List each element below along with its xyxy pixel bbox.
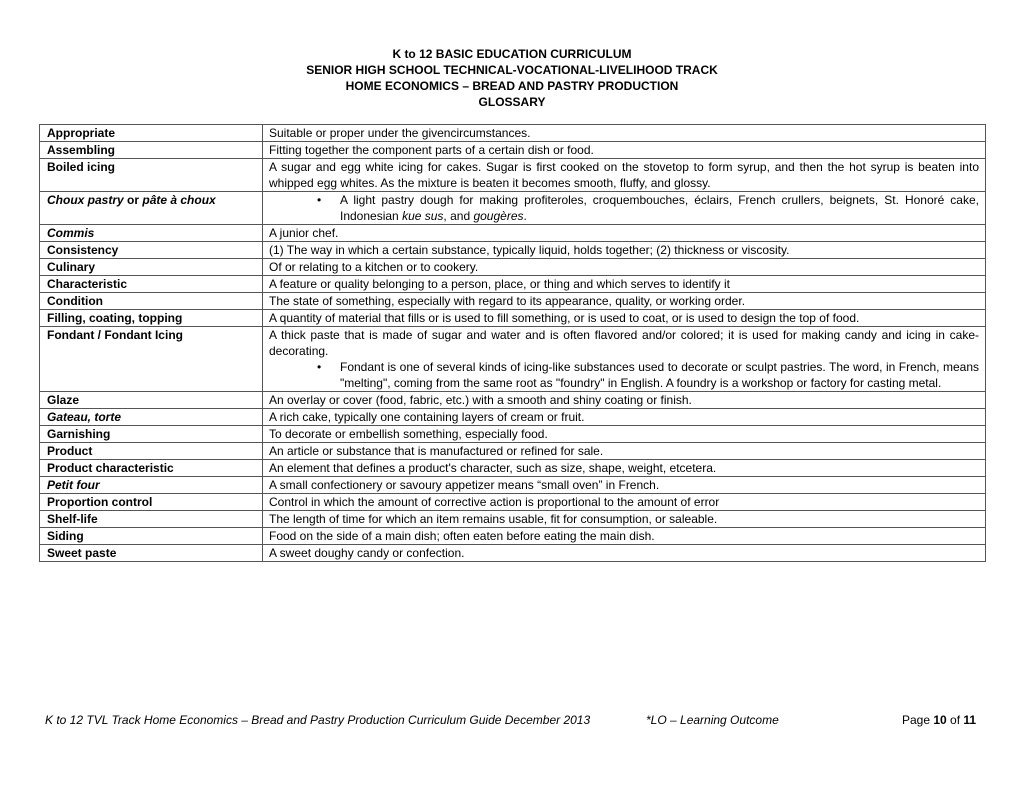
bullet-text: A light pastry dough for making profiteroles, croquembouches, éclairs, French crullers, beignets, St. Honoré cake, Indonesian xyxy=(340,193,979,223)
glossary-definition: A small confectionery or savoury appetizer means “small oven” in French. xyxy=(263,477,986,494)
table-row xyxy=(40,426,986,443)
glossary-definition xyxy=(263,192,986,225)
header-curriculum: K to 12 BASIC EDUCATION CURRICULUM xyxy=(392,47,632,61)
definition-text: A thick paste that is made of sugar and water and is often flavored and/or colored; it is used for making candy and icing in cake-decorating. xyxy=(269,328,979,358)
glossary-definition: Control in which the amount of corrective action is proportional to the amount of error xyxy=(263,494,986,511)
glossary-term: Sweet paste xyxy=(40,545,263,562)
table-row xyxy=(40,545,986,562)
page-total: 11 xyxy=(963,713,977,727)
bullet-italic: kue sus xyxy=(402,209,444,223)
table-row xyxy=(40,125,986,142)
table-row xyxy=(40,443,986,460)
glossary-definition: Fitting together the component parts of a certain dish or food. xyxy=(263,142,986,159)
footer-lo-note: *LO – Learning Outcome xyxy=(646,713,779,727)
table-row xyxy=(40,142,986,159)
glossary-term: Condition xyxy=(40,293,263,310)
glossary-term: Siding xyxy=(40,528,263,545)
glossary-term xyxy=(40,192,263,225)
glossary-definition: The length of time for which an item remains usable, fit for consumption, or saleable. xyxy=(263,511,986,528)
glossary-term: Petit four xyxy=(40,477,263,494)
glossary-definition: A quantity of material that fills or is used to fill something, or is used to coat, or is used to design the top of food. xyxy=(263,310,986,327)
glossary-definition: Suitable or proper under the givencircumstances. xyxy=(263,125,986,142)
glossary-definition: An overlay or cover (food, fabric, etc.) with a smooth and shiny coating or finish. xyxy=(263,392,986,409)
glossary-term: Consistency xyxy=(40,242,263,259)
table-row xyxy=(40,494,986,511)
glossary-term: Assembling xyxy=(40,142,263,159)
table-row xyxy=(40,327,986,392)
glossary-definition: A sugar and egg white icing for cakes. Sugar is first cooked on the stovetop to form syrup, and then the hot syrup is beaten into whipped egg whites. As the mixture is beaten it becomes smooth, fluffy, and glossy. xyxy=(263,159,986,192)
glossary-definition: An article or substance that is manufactured or refined for sale. xyxy=(263,443,986,460)
glossary-definition: The state of something, especially with regard to its appearance, quality, or working order. xyxy=(263,293,986,310)
glossary-definition: An element that defines a product's character, such as size, shape, weight, etcetera. xyxy=(263,460,986,477)
term-italic: Choux pastry xyxy=(47,193,124,207)
table-row xyxy=(40,409,986,426)
term-connector: or xyxy=(123,193,143,207)
header-subject: HOME ECONOMICS – BREAD AND PASTRY PRODUCTION xyxy=(345,79,679,93)
bullet-text: . xyxy=(523,209,527,223)
glossary-definition: Food on the side of a main dish; often eaten before eating the main dish. xyxy=(263,528,986,545)
glossary-definition: A rich cake, typically one containing layers of cream or fruit. xyxy=(263,409,986,426)
glossary-definition: Of or relating to a kitchen or to cookery. xyxy=(263,259,986,276)
bullet-item xyxy=(269,359,979,391)
glossary-term: Product characteristic xyxy=(40,460,263,477)
table-row xyxy=(40,159,986,192)
glossary-definition: (1) The way in which a certain substance, typically liquid, holds together; (2) thickness or viscosity. xyxy=(263,242,986,259)
table-row xyxy=(40,293,986,310)
page-label: Page xyxy=(902,713,934,727)
page-of-label: of xyxy=(946,713,964,727)
glossary-term: Gateau, torte xyxy=(40,409,263,426)
bullet-icon: • xyxy=(317,193,322,207)
glossary-term: Boiled icing xyxy=(40,159,263,192)
glossary-term: Filling, coating, topping xyxy=(40,310,263,327)
glossary-term: Garnishing xyxy=(40,426,263,443)
footer-guide-title: K to 12 TVL Track Home Economics – Bread and Pastry Production Curriculum Guide December 2013 xyxy=(45,713,591,727)
header-track: SENIOR HIGH SCHOOL TECHNICAL-VOCATIONAL-LIVELIHOOD TRACK xyxy=(306,63,718,77)
page-current: 10 xyxy=(933,713,947,727)
table-row xyxy=(40,511,986,528)
glossary-term: Characteristic xyxy=(40,276,263,293)
footer-page-number xyxy=(902,712,976,728)
table-row xyxy=(40,225,986,242)
bullet-italic: gougères xyxy=(473,209,524,223)
table-row xyxy=(40,460,986,477)
table-row xyxy=(40,276,986,293)
glossary-definition xyxy=(263,327,986,392)
table-row xyxy=(40,192,986,225)
glossary-term: Proportion control xyxy=(40,494,263,511)
table-row xyxy=(40,259,986,276)
glossary-table xyxy=(39,124,986,562)
glossary-term: Product xyxy=(40,443,263,460)
document-header xyxy=(0,46,1024,110)
header-glossary-title: GLOSSARY xyxy=(478,95,546,109)
glossary-term: Glaze xyxy=(40,392,263,409)
glossary-definition: To decorate or embellish something, especially food. xyxy=(263,426,986,443)
glossary-term: Appropriate xyxy=(40,125,263,142)
glossary-term: Culinary xyxy=(40,259,263,276)
bullet-item xyxy=(269,192,979,224)
table-row xyxy=(40,528,986,545)
glossary-definition: A feature or quality belonging to a person, place, or thing and which serves to identify it xyxy=(263,276,986,293)
term-italic: pâte à choux xyxy=(142,193,216,207)
glossary-term: Commis xyxy=(40,225,263,242)
bullet-text: Fondant is one of several kinds of icing-like substances used to decorate or sculpt pastries. The word, in French, means "melting", coming from the same root as "foundry" in English. A foundry is a workshop or factory for casting metal. xyxy=(340,360,979,390)
table-row xyxy=(40,242,986,259)
bullet-text: , and xyxy=(443,209,474,223)
table-row xyxy=(40,477,986,494)
glossary-term: Shelf-life xyxy=(40,511,263,528)
glossary-definition: A sweet doughy candy or confection. xyxy=(263,545,986,562)
glossary-term: Fondant / Fondant Icing xyxy=(40,327,263,392)
table-row xyxy=(40,392,986,409)
bullet-icon: • xyxy=(317,360,322,374)
glossary-definition: A junior chef. xyxy=(263,225,986,242)
table-row xyxy=(40,310,986,327)
